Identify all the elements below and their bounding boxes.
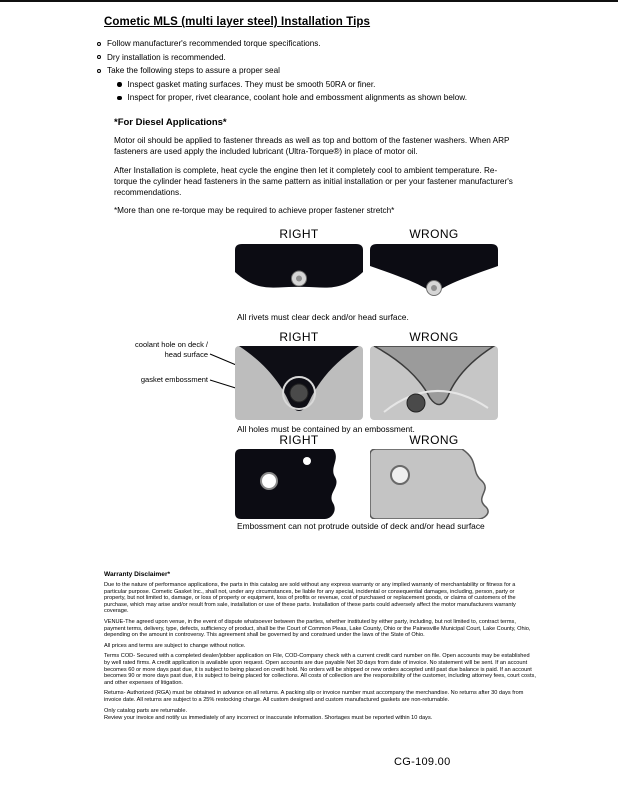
installation-tips-list (97, 39, 531, 107)
embossment-contained-wrong-image (370, 346, 498, 420)
disclaimer-paragraph: Due to the nature of performance applications, the parts in this catalog are sold without any express warranty or any implied warranty of merchantability or fitness for a particular purpose. Cometic Gasket Inc., shall not, under any circumstances, be liable for any special, incidental or consequential damages, including, person, party or property, but not limited to, damage, or loss of property or equipment, loss of profits or revenue, cost of purchased or replacement goods, or claims of customers of the purchase, which may arise and/or result from sale, installation or use of these parts. Installation of these parts could adversely affect the motor manufacturers warranty coverage. (104, 582, 516, 615)
wrong-column-label: WRONG (409, 330, 459, 344)
embossment-wrong-diagram (370, 346, 498, 420)
diesel-applications-section (114, 117, 518, 215)
circle-bullet-icon (97, 42, 101, 46)
protrusion-right-image (235, 449, 363, 519)
rivet-clearance-right-image (235, 244, 363, 306)
protrusion-right-diagram (235, 449, 363, 519)
rivet-right-diagram (235, 244, 363, 306)
coolant-hole-annotation: coolant hole on deck / head surface (135, 340, 208, 359)
disclaimer-paragraph: Review your invoice and notify us immediately of any incorrect or inaccurate information. Shortages must be reported within 10 days. (104, 715, 433, 722)
right-column-label: RIGHT (279, 433, 319, 447)
list-item-text: Follow manufacturer's recommended torque specifications. (107, 39, 321, 48)
right-column-label: RIGHT (279, 227, 319, 241)
rivet-wrong-diagram (370, 244, 498, 306)
gasket-embossment-annotation: gasket embossment (140, 375, 208, 384)
list-item (97, 39, 531, 48)
disclaimer-paragraph: VENUE-The agreed upon venue, in the event of dispute whatsoever between the parties, whether instituted by either party, including, but not limited to, contract terms, payment terms, delivery, type, defects, sufficiency of product, shall be the Court of Common Pleas, Lake County, Ohio or the Painesville Municipal Court, Lake County, Ohio, depending on the amount in controversy. This agreement shall be governed by and construed under the laws of the State of Ohio. (104, 618, 531, 639)
rivet-clearance-wrong-image (370, 244, 498, 306)
list-item-text: Take the following steps to assure a proper seal (107, 66, 280, 75)
wrong-column-label: WRONG (409, 227, 459, 241)
warranty-disclaimer-section (104, 571, 537, 726)
row2-caption: All holes must be contained by an embossment. (237, 424, 415, 434)
list-item-text: Inspect for proper, rivet clearance, coolant hole and embossment alignments as shown below. (127, 93, 468, 102)
circle-bullet-icon (97, 69, 101, 73)
row1-caption: All rivets must clear deck and/or head surface. (237, 312, 409, 322)
disclaimer-paragraph: All prices and terms are subject to change without notice. (104, 642, 246, 649)
wrong-column-label: WRONG (409, 433, 459, 447)
protrusion-wrong-diagram (370, 449, 498, 519)
circle-bullet-icon (97, 55, 101, 59)
row3-caption: Embossment can not protrude outside of deck and/or head surface (237, 521, 485, 531)
right-column-label: RIGHT (279, 330, 319, 344)
diesel-heading: *For Diesel Applications* (114, 117, 227, 128)
retorque-note: *More than one re-torque may be required to achieve proper fastener stretch* (114, 206, 395, 215)
dot-bullet-icon (117, 96, 122, 101)
diesel-paragraph-1: Motor oil should be applied to fastener threads as well as top and bottom of the fastener washers. When ARP fasteners are used apply the included lubricant (Ultra-Torque®) in place of motor oil. (114, 136, 510, 156)
list-item (117, 80, 531, 89)
list-item (97, 53, 531, 62)
disclaimer-paragraph: Only catalog parts are returnable. (104, 707, 188, 714)
dot-bullet-icon (117, 82, 122, 87)
list-item-text: Inspect gasket mating surfaces. They must be smooth 50RA or finer. (127, 79, 376, 89)
page-number: CG-109.00 (394, 756, 451, 768)
disclaimer-paragraph: Returns- Authorized (RGA) must be obtained in advance on all returns. A packing slip or invoice number must accompany the merchandise. No returns after 30 days from invoice date. All returns are subject to a 25% restocking charge. All custom designed and custom manufactured gaskets are non-returnable. (104, 690, 524, 703)
disclaimer-heading: Warranty Disclaimer* (104, 571, 171, 578)
list-item (117, 93, 531, 102)
disclaimer-paragraph: Terms COD- Secured with a completed dealer/jobber application on File, COD-Company check with a current credit card number on file. Open accounts may be established by well rated firms. A credit application is available upon request. Open accounts are due payable Net 30 days from date of invoice. No statement will be sent. If an account becomes 60 or more days past due, it is subject to being placed on credit hold. No orders will be shipped or new orders accepted until past due balance is paid. If an account becomes 90 or more days past due, it is subject to being placed for collections. All costs of collection are the responsibility of the customer, including attorney fees, court costs, and other expenses of litigation. (104, 653, 536, 686)
list-item-text: Dry installation is recommended. (107, 52, 226, 62)
embossment-contained-right-image (235, 346, 363, 420)
protrusion-wrong-image (370, 449, 498, 519)
list-item (97, 66, 531, 75)
page-title: Cometic MLS (multi layer steel) Installation Tips (104, 16, 371, 28)
diesel-paragraph-2: After Installation is complete, heat cycle the engine then let it completely cool to ambient temperature. Re-torque the cylinder head fasteners in the same pattern as initial installation or per your fastener manufacturer's recommendations. (114, 166, 513, 197)
embossment-right-diagram (235, 346, 363, 420)
top-rule (0, 0, 618, 2)
